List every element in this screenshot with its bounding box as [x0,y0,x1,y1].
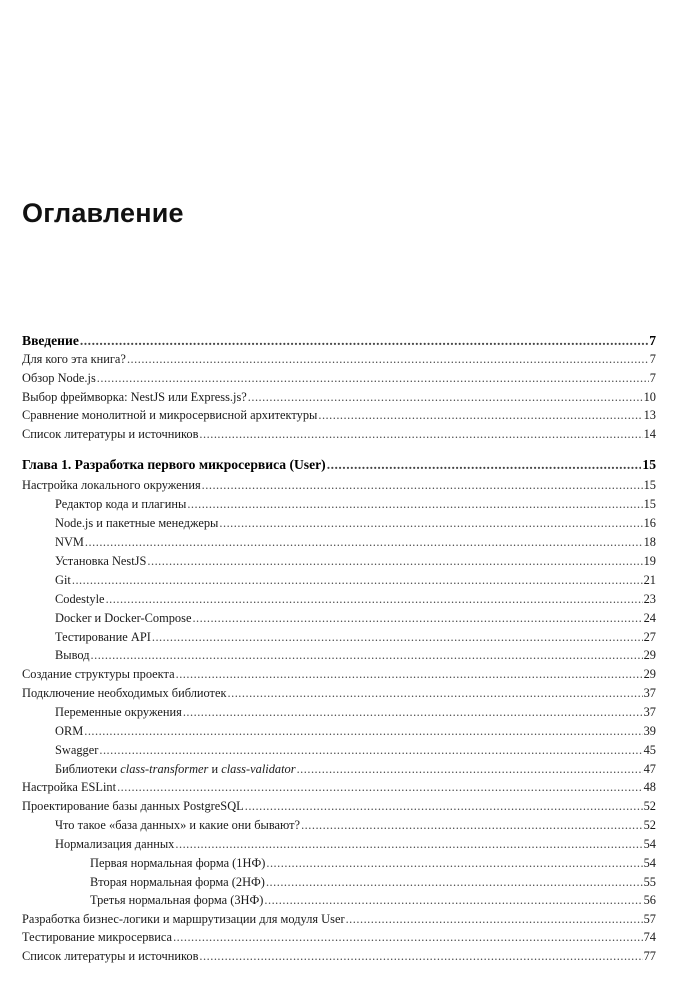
toc-entry[interactable]: Создание структуры проекта ..... 29 [22,667,656,685]
toc-entry[interactable]: Разработка бизнес-логики и маршрутизации для модуля User ..... 57 [22,912,656,930]
toc-entry[interactable]: Docker и Docker-Compose ..... 24 [55,611,656,629]
toc-entry[interactable]: Библиотеки class-transformer и class-validator ..... 47 [55,762,656,780]
toc-entry[interactable]: Настройка ESLint ..... 48 [22,780,656,798]
toc-entry[interactable]: Установка NestJS ..... 19 [55,554,656,572]
toc-entry[interactable]: Введение ..... 7 [22,333,656,351]
toc-entry[interactable]: Список литературы и источников ..... 14 [22,427,656,445]
toc-entry[interactable]: Что такое «база данных» и какие они бывают? ..... 52 [55,818,656,836]
toc-entry[interactable]: ORM ..... 39 [55,724,656,742]
toc-entry[interactable]: Список литературы и источников ..... 77 [22,949,656,967]
toc-entry[interactable]: Вторая нормальная форма (2НФ) ..... 55 [90,875,656,893]
toc-entry[interactable]: Сравнение монолитной и микросервисной архитектуры ..... 13 [22,408,656,426]
toc-entry[interactable]: Редактор кода и плагины ..... 15 [55,497,656,515]
toc-entry[interactable]: Третья нормальная форма (3НФ) ..... 56 [90,893,656,911]
toc-entry[interactable]: Node.js и пакетные менеджеры ..... 16 [55,516,656,534]
toc-entry[interactable]: Первая нормальная форма (1НФ) ..... 54 [90,856,656,874]
toc-entry[interactable]: Тестирование микросервиса ..... 74 [22,930,656,948]
toc-entry[interactable]: Git ..... 21 [55,573,656,591]
toc-entry[interactable]: Тестирование API ..... 27 [55,630,656,648]
toc-entry[interactable]: Для кого эта книга? ..... 7 [22,352,656,370]
toc-entry[interactable]: Подключение необходимых библиотек ..... 37 [22,686,656,704]
toc-entry[interactable]: Проектирование базы данных PostgreSQL ..... 52 [22,799,656,817]
toc-entry[interactable]: Swagger ..... 45 [55,743,656,761]
toc-entry[interactable]: Переменные окружения ..... 37 [55,705,656,723]
toc-entry[interactable]: Выбор фреймворка: NestJS или Express.js? ..... 10 [22,390,656,408]
toc-entry[interactable]: Обзор Node.js ..... 7 [22,371,656,389]
toc-entry[interactable]: Нормализация данных ..... 54 [55,837,656,855]
page-title: Оглавление [22,198,184,228]
toc-entry[interactable]: Вывод ..... 29 [55,648,656,666]
toc-entry[interactable]: Codestyle ..... 23 [55,592,656,610]
toc-entry[interactable]: NVM ..... 18 [55,535,656,553]
toc-entry[interactable]: Глава 1. Разработка первого микросервиса (User) ..... 15 [22,457,656,475]
toc-entry[interactable]: Настройка локального окружения ..... 15 [22,478,656,496]
